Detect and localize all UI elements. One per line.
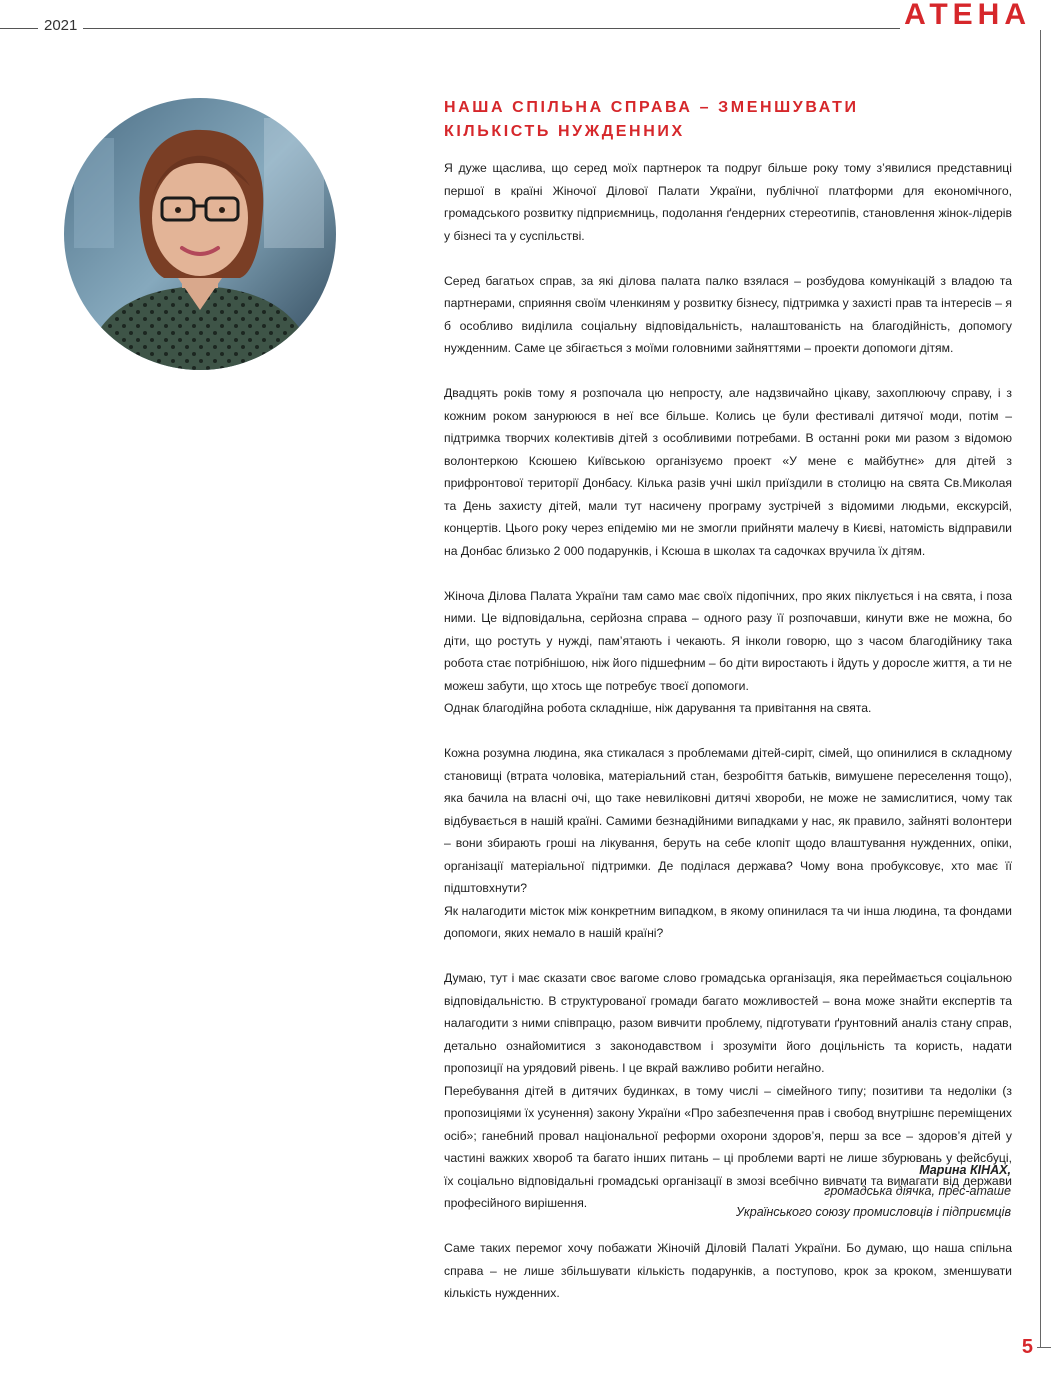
article-paragraph: Перебування дітей в дитячих будинках, в тому числі – сімейного типу; позитиви та недоліки (з пропозиціями їх усунення) закону України «Про забезпечення прав і свобод внутрішнє переміщених осіб»; ганебний провал національної реформи охорони здоров’я, перш за все – здоров’я дітей у частині важких хвороб та багато інших питань – ці проблеми варті не лише збурювань у фейсбуці, їх соціально відповідальні громадські організації в змозі всебічно вивчати та вимагати від держави професійного вирішення. bbox=[444, 1083, 1012, 1210]
article-paragraph: Серед багатьох справ, за які ділова палата палко взялася – розбудова комунікацій з владою та партнерами, сприяння своїм членкиням у розвитку бізнесу, підтримка у захисті прав та інтересів – я б особливо виділила соціальну відповідальність, налаштованість на благодійність, допомогу нужденним. Саме це збігається з моїми головними зайняттями – проекти допомоги дітям. bbox=[444, 273, 1012, 355]
article-paragraph: Як налагодити місток між конкретним випадком, в якому опинилася та чи інша людина, та фондами допомоги, яких немало в нашій країні? bbox=[444, 903, 1012, 940]
article-paragraph: Я дуже щаслива, що серед моїх партнерок та подруг більше року тому з’явилися представниці першої в країні Жіночої Ділової Палати України, публічної платформи для економічного, громадського розвитку підприємниць, подолання ґендерних стереотипів, становлення жінок-лідерів у бізнесі та у суспільстві. bbox=[444, 161, 1012, 243]
magazine-logo: АТЕНА bbox=[900, 0, 1035, 30]
article-paragraph: Кожна розумна людина, яка стикалася з проблемами дітей-сиріт, сімей, що опинилися в складному становищі (втрата чоловіка, матеріальний стан, безробіття батьків, вимушене переселення тощо), яка бачила на власні очі, що таке невиліковні дитячі хвороби, не може не замислитися, чому так відбувається в нашій країні. Самими безнадійними випадками у нас, як правило, зайняті волонтери – вони збирають гроші на лікування, беруть на себе клопіт щодо влаштування нужденних, опіки, організації матеріальної підтримки. Де поділася держава? Чому вона пробуксовує, хто має її підштовхнути? bbox=[444, 746, 1012, 895]
author-name: Марина КІНАХ, bbox=[919, 1163, 1011, 1177]
article-paragraph: Жіноча Ділова Палата України там само має своїх підопічних, про яких піклується і на свята, і поза ними. Це відповідальна, серйозна справа – одного разу її розпочавши, кинути вже не можна, бо діти, що ростуть у нужді, пам’ятають і чекають. Я інколи говорю, що з часом благодійнику така робота стає потрібнішою, ніж його підшефним – бо діти виростають і йдуть у доросле життя, а ти не можеш забути, що хтось ще потребує твоєї допомоги. bbox=[444, 588, 1012, 693]
portrait-image bbox=[64, 98, 336, 370]
page-number: 5 bbox=[1021, 1336, 1033, 1358]
article-paragraph: Думаю, тут і має сказати своє вагоме слово громадська організація, яка переймається соціальною відповідальністю. В структурованої громади багато можливостей – вона може знайти експертів та налагодити з ними співпрацю, разом вивчити проблему, підготувати ґрунтовний аналіз стану справ, детально ознайомитися з законодавством і зрозуміти його доцільність та користь, надати пропозиції на урядовий рівень. І це вкрай важливо робити негайно. bbox=[444, 971, 1012, 1075]
author-organization: Українського союзу промисловців і підприємців bbox=[736, 1205, 1011, 1219]
right-margin-rule bbox=[1040, 30, 1041, 1348]
article-body bbox=[444, 157, 1012, 1327]
issue-year: 2021 bbox=[38, 17, 83, 34]
author-portrait bbox=[64, 98, 336, 370]
footer-rule bbox=[1037, 1347, 1051, 1348]
article-paragraph: Однак благодійна робота складніше, ніж дарування та привітання на свята. bbox=[444, 701, 872, 715]
author-role: громадська діячка, прес-аташе bbox=[824, 1184, 1011, 1198]
author-signature bbox=[736, 1160, 1011, 1223]
article-paragraph: Саме таких перемог хочу побажати Жіночій Діловій Палаті України. Бо думаю, що наша спільна справа – не лише збільшувати кількість подарунків, а поступово, крок за кроком, зменшувати кількість нужденних. bbox=[444, 1241, 1012, 1300]
header-rule bbox=[0, 28, 1030, 29]
article-title: НАША СПІЛЬНА СПРАВА – ЗМЕНШУВАТИ КІЛЬКІСТЬ НУЖДЕННИХ bbox=[444, 99, 859, 140]
article-paragraph: Двадцять років тому я розпочала цю непросту, але надзвичайно цікаву, захоплюючу справу, і з кожним роком занурююся в неї все більше. Колись це були фестивалі дитячої моди, потім – підтримка творчих колективів дітей з особливими потребами. В останні роки ми разом з відомою волонтеркою Ксюшею Київською організуємо проект «У мене є майбутнє» для дітей з прифронтової території Донбасу. Кілька разів учні шкіл приїздили в столицю на свята Св.Миколая та День захисту дітей, мали тут насичену програму зустрічей з відомими людьми, екскурсій, концертів. Цього року через епідемію ми не змогли прийняти малечу в Києві, натомість відправили на Донбас близько 2 000 подарунків, і Ксюша в школах та садочках вручила їх дітям. bbox=[444, 386, 1012, 558]
